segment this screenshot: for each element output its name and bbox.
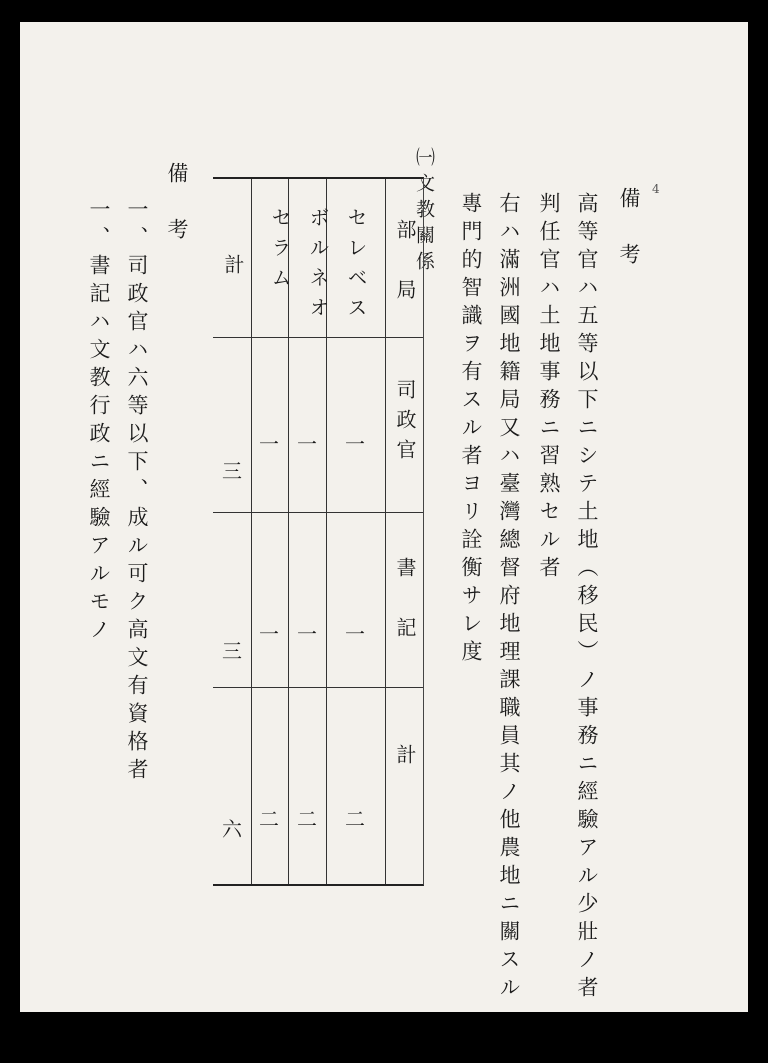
table-cell: 三 — [222, 459, 242, 483]
section-title: ㈠文教關係 — [413, 147, 435, 277]
note-line: 判任官ハ土地事務ニ習熟セル者 — [537, 192, 561, 584]
table-cell: 一 — [259, 432, 279, 456]
note-line: 右ハ滿洲國地籍局又ハ臺灣總督府地理課職員其ノ他農地ニ關スル — [497, 192, 521, 1004]
table-cell: 六 — [222, 817, 242, 841]
notes-heading: 備 考 — [617, 187, 641, 271]
table-cell: 二 — [297, 807, 317, 831]
table-row-region: 計 — [221, 254, 245, 284]
table-cell: 一 — [345, 432, 365, 456]
header-col3: 計 — [393, 744, 417, 774]
table-cell: 三 — [222, 639, 242, 663]
note-line: 高等官ハ五等以下ニシテ土地（移民）ノ事務ニ經驗アル少壯ノ者 — [575, 192, 599, 1004]
table-cell: 一 — [345, 622, 365, 646]
staff-table — [213, 177, 424, 886]
header-col2: 書 記 — [393, 557, 417, 647]
table-cell: 二 — [345, 807, 365, 831]
table-cell: 一 — [297, 622, 317, 646]
document-page — [20, 22, 748, 1012]
header-col1: 司政官 — [393, 379, 417, 469]
note-line: 專門的智識ヲ有スル者ヨリ詮衡サレ度 — [459, 192, 483, 668]
table-cell: 二 — [259, 807, 279, 831]
page-number: 4 — [652, 182, 660, 196]
notes-heading: 備 考 — [165, 162, 189, 246]
table-row-region: セラム — [268, 207, 292, 297]
table-row-region: ボルネオ — [306, 207, 330, 327]
note-line: 一、司政官ハ六等以下、成ル可ク高文有資格者 — [125, 198, 149, 786]
table-cell: 一 — [259, 622, 279, 646]
header-region: 部 局 — [393, 219, 417, 309]
table-row-region: セレベス — [344, 207, 368, 327]
note-line: 一、書記ハ文教行政ニ經驗アルモノ — [87, 198, 111, 646]
table-cell: 一 — [297, 432, 317, 456]
